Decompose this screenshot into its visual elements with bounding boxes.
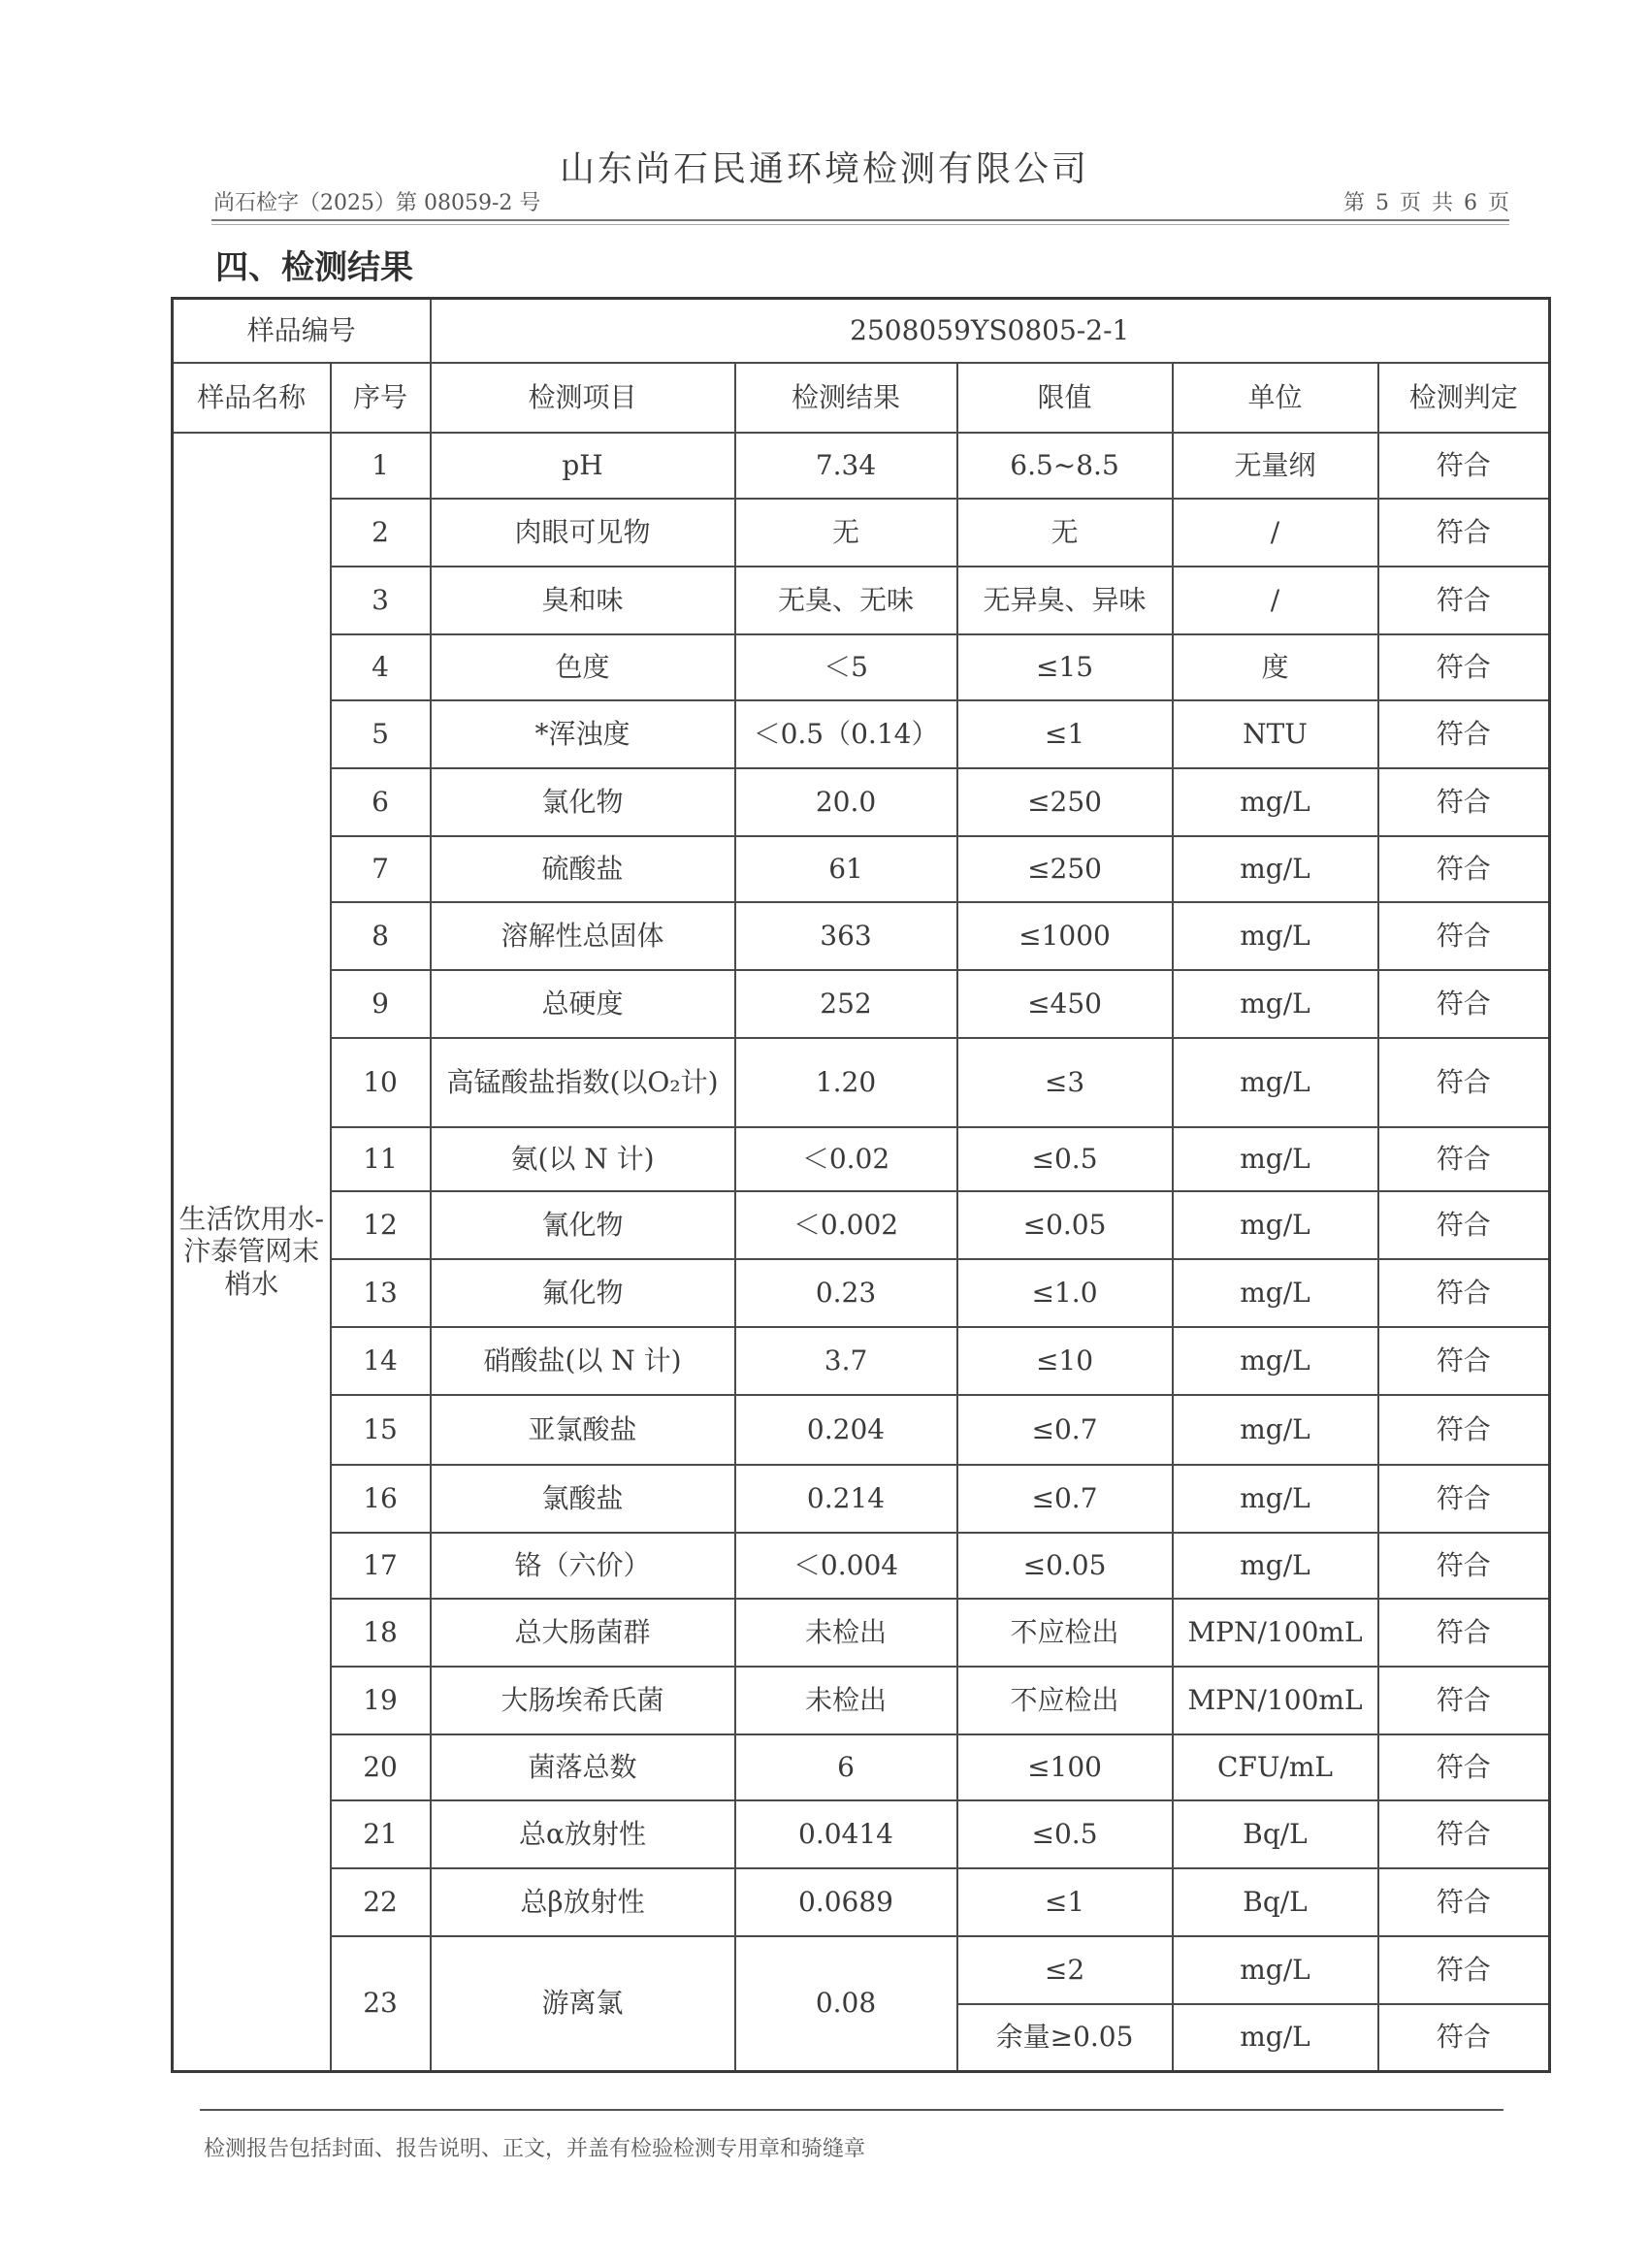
test-limit: ≤1	[957, 700, 1173, 768]
table-row	[173, 836, 1550, 902]
test-result: 3.7	[735, 1327, 957, 1395]
test-limit: 不应检出	[957, 1667, 1173, 1734]
test-unit: CFU/mL	[1173, 1734, 1378, 1800]
table-row	[173, 1259, 1550, 1327]
test-judgement: 符合	[1378, 1936, 1550, 2004]
test-result: ＜5	[735, 634, 957, 700]
test-item: pH	[431, 433, 735, 499]
test-judgement: 符合	[1378, 499, 1550, 567]
row-number: 20	[331, 1734, 431, 1800]
row-number: 19	[331, 1667, 431, 1734]
test-limit: ≤0.5	[957, 1127, 1173, 1191]
test-limit: ≤0.5	[957, 1800, 1173, 1868]
test-limit: 无	[957, 499, 1173, 567]
row-number: 2	[331, 499, 431, 567]
table-row	[173, 1465, 1550, 1533]
test-limit: ≤0.7	[957, 1395, 1173, 1465]
test-unit: mg/L	[1173, 902, 1378, 970]
test-item: 高锰酸盐指数(以O₂计)	[431, 1038, 735, 1127]
column-header-row	[173, 363, 1550, 433]
test-unit: Bq/L	[1173, 1868, 1378, 1936]
company-name: 山东尚石民通环境检测有限公司	[559, 149, 1089, 189]
test-item: 总α放射性	[431, 1800, 735, 1868]
test-result: 0.23	[735, 1259, 957, 1327]
test-item: 总β放射性	[431, 1868, 735, 1936]
section-title: 四、检测结果	[215, 248, 413, 287]
test-limit: ≤3	[957, 1038, 1173, 1127]
sample-id-row	[173, 299, 1550, 363]
col-header-unit: 单位	[1173, 363, 1378, 433]
test-judgement: 符合	[1378, 433, 1550, 499]
table-row	[173, 1395, 1550, 1465]
test-limit: ≤10	[957, 1327, 1173, 1395]
test-judgement: 符合	[1378, 2004, 1550, 2072]
test-item: 色度	[431, 634, 735, 700]
col-header-limit: 限值	[957, 363, 1173, 433]
test-item: 硝酸盐(以 N 计)	[431, 1327, 735, 1395]
test-result: ＜0.5（0.14）	[735, 700, 957, 768]
test-item: 亚氯酸盐	[431, 1395, 735, 1465]
page-number: 第 5 页 共 6 页	[1343, 191, 1511, 215]
test-item: 大肠埃希氏菌	[431, 1667, 735, 1734]
test-result: ＜0.02	[735, 1127, 957, 1191]
test-limit: ≤250	[957, 768, 1173, 836]
test-result: 无	[735, 499, 957, 567]
test-result: 20.0	[735, 768, 957, 836]
table-row	[173, 700, 1550, 768]
results-table-body	[173, 299, 1550, 2072]
row-number: 9	[331, 970, 431, 1038]
row-number: 11	[331, 1127, 431, 1191]
test-item: 氯化物	[431, 768, 735, 836]
test-limit: 余量≥0.05	[957, 2004, 1173, 2072]
table-row	[173, 1533, 1550, 1599]
table-row	[173, 1127, 1550, 1191]
test-limit: ≤15	[957, 634, 1173, 700]
test-unit: mg/L	[1173, 1259, 1378, 1327]
test-result: 0.214	[735, 1465, 957, 1533]
test-judgement: 符合	[1378, 970, 1550, 1038]
table-row	[173, 1936, 1550, 2004]
row-number: 21	[331, 1800, 431, 1868]
test-unit: mg/L	[1173, 1038, 1378, 1127]
test-judgement: 符合	[1378, 1533, 1550, 1599]
col-header-result: 检测结果	[735, 363, 957, 433]
footer-rule	[200, 2109, 1504, 2111]
row-number: 1	[331, 433, 431, 499]
test-unit: mg/L	[1173, 1327, 1378, 1395]
test-unit: mg/L	[1173, 1395, 1378, 1465]
test-judgement: 符合	[1378, 1599, 1550, 1667]
test-judgement: 符合	[1378, 1868, 1550, 1936]
test-limit: 6.5~8.5	[957, 433, 1173, 499]
test-limit: ≤100	[957, 1734, 1173, 1800]
test-item: 总大肠菌群	[431, 1599, 735, 1667]
test-limit: ≤0.05	[957, 1533, 1173, 1599]
sample-id-value: 2508059YS0805-2-1	[431, 299, 1550, 363]
test-limit: ≤0.05	[957, 1191, 1173, 1259]
test-limit: 不应检出	[957, 1599, 1173, 1667]
report-number: 尚石检字（2025）第 08059-2 号	[213, 191, 541, 215]
test-unit: /	[1173, 499, 1378, 567]
results-table	[171, 297, 1551, 2073]
table-row	[173, 634, 1550, 700]
table-row	[173, 499, 1550, 567]
row-number: 8	[331, 902, 431, 970]
table-row	[173, 1038, 1550, 1127]
test-result: 0.08	[735, 1936, 957, 2072]
row-number: 17	[331, 1533, 431, 1599]
test-unit: mg/L	[1173, 1936, 1378, 2004]
table-row	[173, 1327, 1550, 1395]
test-judgement: 符合	[1378, 768, 1550, 836]
test-result: 7.34	[735, 433, 957, 499]
test-item: 氨(以 N 计)	[431, 1127, 735, 1191]
test-unit: mg/L	[1173, 768, 1378, 836]
row-number: 13	[331, 1259, 431, 1327]
table-row	[173, 1191, 1550, 1259]
test-judgement: 符合	[1378, 1800, 1550, 1868]
test-judgement: 符合	[1378, 567, 1550, 634]
header-rule-thin	[211, 224, 1509, 225]
test-limit: ≤250	[957, 836, 1173, 902]
test-item: 溶解性总固体	[431, 902, 735, 970]
test-item: 游离氯	[431, 1936, 735, 2072]
test-item: *浑浊度	[431, 700, 735, 768]
test-result: 无臭、无味	[735, 567, 957, 634]
test-item: 硫酸盐	[431, 836, 735, 902]
test-result: 363	[735, 902, 957, 970]
test-result: 未检出	[735, 1667, 957, 1734]
test-unit: mg/L	[1173, 2004, 1378, 2072]
row-number: 23	[331, 1936, 431, 2072]
test-unit: mg/L	[1173, 1191, 1378, 1259]
test-unit: MPN/100mL	[1173, 1599, 1378, 1667]
test-judgement: 符合	[1378, 1038, 1550, 1127]
test-judgement: 符合	[1378, 1395, 1550, 1465]
row-number: 22	[331, 1868, 431, 1936]
row-number: 5	[331, 700, 431, 768]
test-judgement: 符合	[1378, 1127, 1550, 1191]
test-item: 氯酸盐	[431, 1465, 735, 1533]
test-judgement: 符合	[1378, 634, 1550, 700]
row-number: 12	[331, 1191, 431, 1259]
row-number: 3	[331, 567, 431, 634]
test-judgement: 符合	[1378, 1465, 1550, 1533]
test-result: ＜0.004	[735, 1533, 957, 1599]
test-item: 氟化物	[431, 1259, 735, 1327]
test-limit: ≤0.7	[957, 1465, 1173, 1533]
row-number: 4	[331, 634, 431, 700]
col-header-sample-name: 样品名称	[173, 363, 331, 433]
test-judgement: 符合	[1378, 700, 1550, 768]
test-judgement: 符合	[1378, 1191, 1550, 1259]
test-judgement: 符合	[1378, 1667, 1550, 1734]
test-limit: ≤1	[957, 1868, 1173, 1936]
test-unit: mg/L	[1173, 1465, 1378, 1533]
test-result: 252	[735, 970, 957, 1038]
test-unit: mg/L	[1173, 1533, 1378, 1599]
table-row	[173, 1868, 1550, 1936]
table-row	[173, 768, 1550, 836]
test-unit: 无量纲	[1173, 433, 1378, 499]
table-row	[173, 567, 1550, 634]
test-unit: /	[1173, 567, 1378, 634]
table-row	[173, 1800, 1550, 1868]
test-item: 总硬度	[431, 970, 735, 1038]
test-judgement: 符合	[1378, 1327, 1550, 1395]
test-limit: ≤450	[957, 970, 1173, 1038]
row-number: 10	[331, 1038, 431, 1127]
test-item: 肉眼可见物	[431, 499, 735, 567]
test-limit: 无异臭、异味	[957, 567, 1173, 634]
table-row	[173, 1599, 1550, 1667]
test-result: 0.0689	[735, 1868, 957, 1936]
table-row	[173, 902, 1550, 970]
footer-note: 检测报告包括封面、报告说明、正文，并盖有检验检测专用章和骑缝章	[204, 2137, 866, 2161]
row-number: 16	[331, 1465, 431, 1533]
table-row	[173, 1667, 1550, 1734]
col-header-item: 检测项目	[431, 363, 735, 433]
row-number: 6	[331, 768, 431, 836]
row-number: 18	[331, 1599, 431, 1667]
test-judgement: 符合	[1378, 902, 1550, 970]
test-judgement: 符合	[1378, 1734, 1550, 1800]
test-result: 6	[735, 1734, 957, 1800]
col-header-judge: 检测判定	[1378, 363, 1550, 433]
test-result: ＜0.002	[735, 1191, 957, 1259]
test-limit: ≤1000	[957, 902, 1173, 970]
test-result: 未检出	[735, 1599, 957, 1667]
test-result: 61	[735, 836, 957, 902]
test-unit: 度	[1173, 634, 1378, 700]
header-rule	[211, 219, 1509, 221]
row-number: 7	[331, 836, 431, 902]
test-unit: mg/L	[1173, 1127, 1378, 1191]
test-item: 氰化物	[431, 1191, 735, 1259]
test-item: 铬（六价）	[431, 1533, 735, 1599]
row-number: 14	[331, 1327, 431, 1395]
table-row	[173, 1734, 1550, 1800]
test-unit: MPN/100mL	[1173, 1667, 1378, 1734]
test-unit: mg/L	[1173, 836, 1378, 902]
test-result: 0.204	[735, 1395, 957, 1465]
row-number: 15	[331, 1395, 431, 1465]
test-result: 0.0414	[735, 1800, 957, 1868]
test-unit: mg/L	[1173, 970, 1378, 1038]
test-unit: NTU	[1173, 700, 1378, 768]
test-limit: ≤2	[957, 1936, 1173, 2004]
test-judgement: 符合	[1378, 836, 1550, 902]
test-judgement: 符合	[1378, 1259, 1550, 1327]
test-result: 1.20	[735, 1038, 957, 1127]
sample-id-label: 样品编号	[173, 299, 431, 363]
test-item: 臭和味	[431, 567, 735, 634]
test-item: 菌落总数	[431, 1734, 735, 1800]
test-limit: ≤1.0	[957, 1259, 1173, 1327]
table-row	[173, 433, 1550, 499]
test-unit: Bq/L	[1173, 1800, 1378, 1868]
table-row	[173, 970, 1550, 1038]
col-header-no: 序号	[331, 363, 431, 433]
sample-name: 生活饮用水-汴泰管网末梢水	[173, 433, 331, 2072]
